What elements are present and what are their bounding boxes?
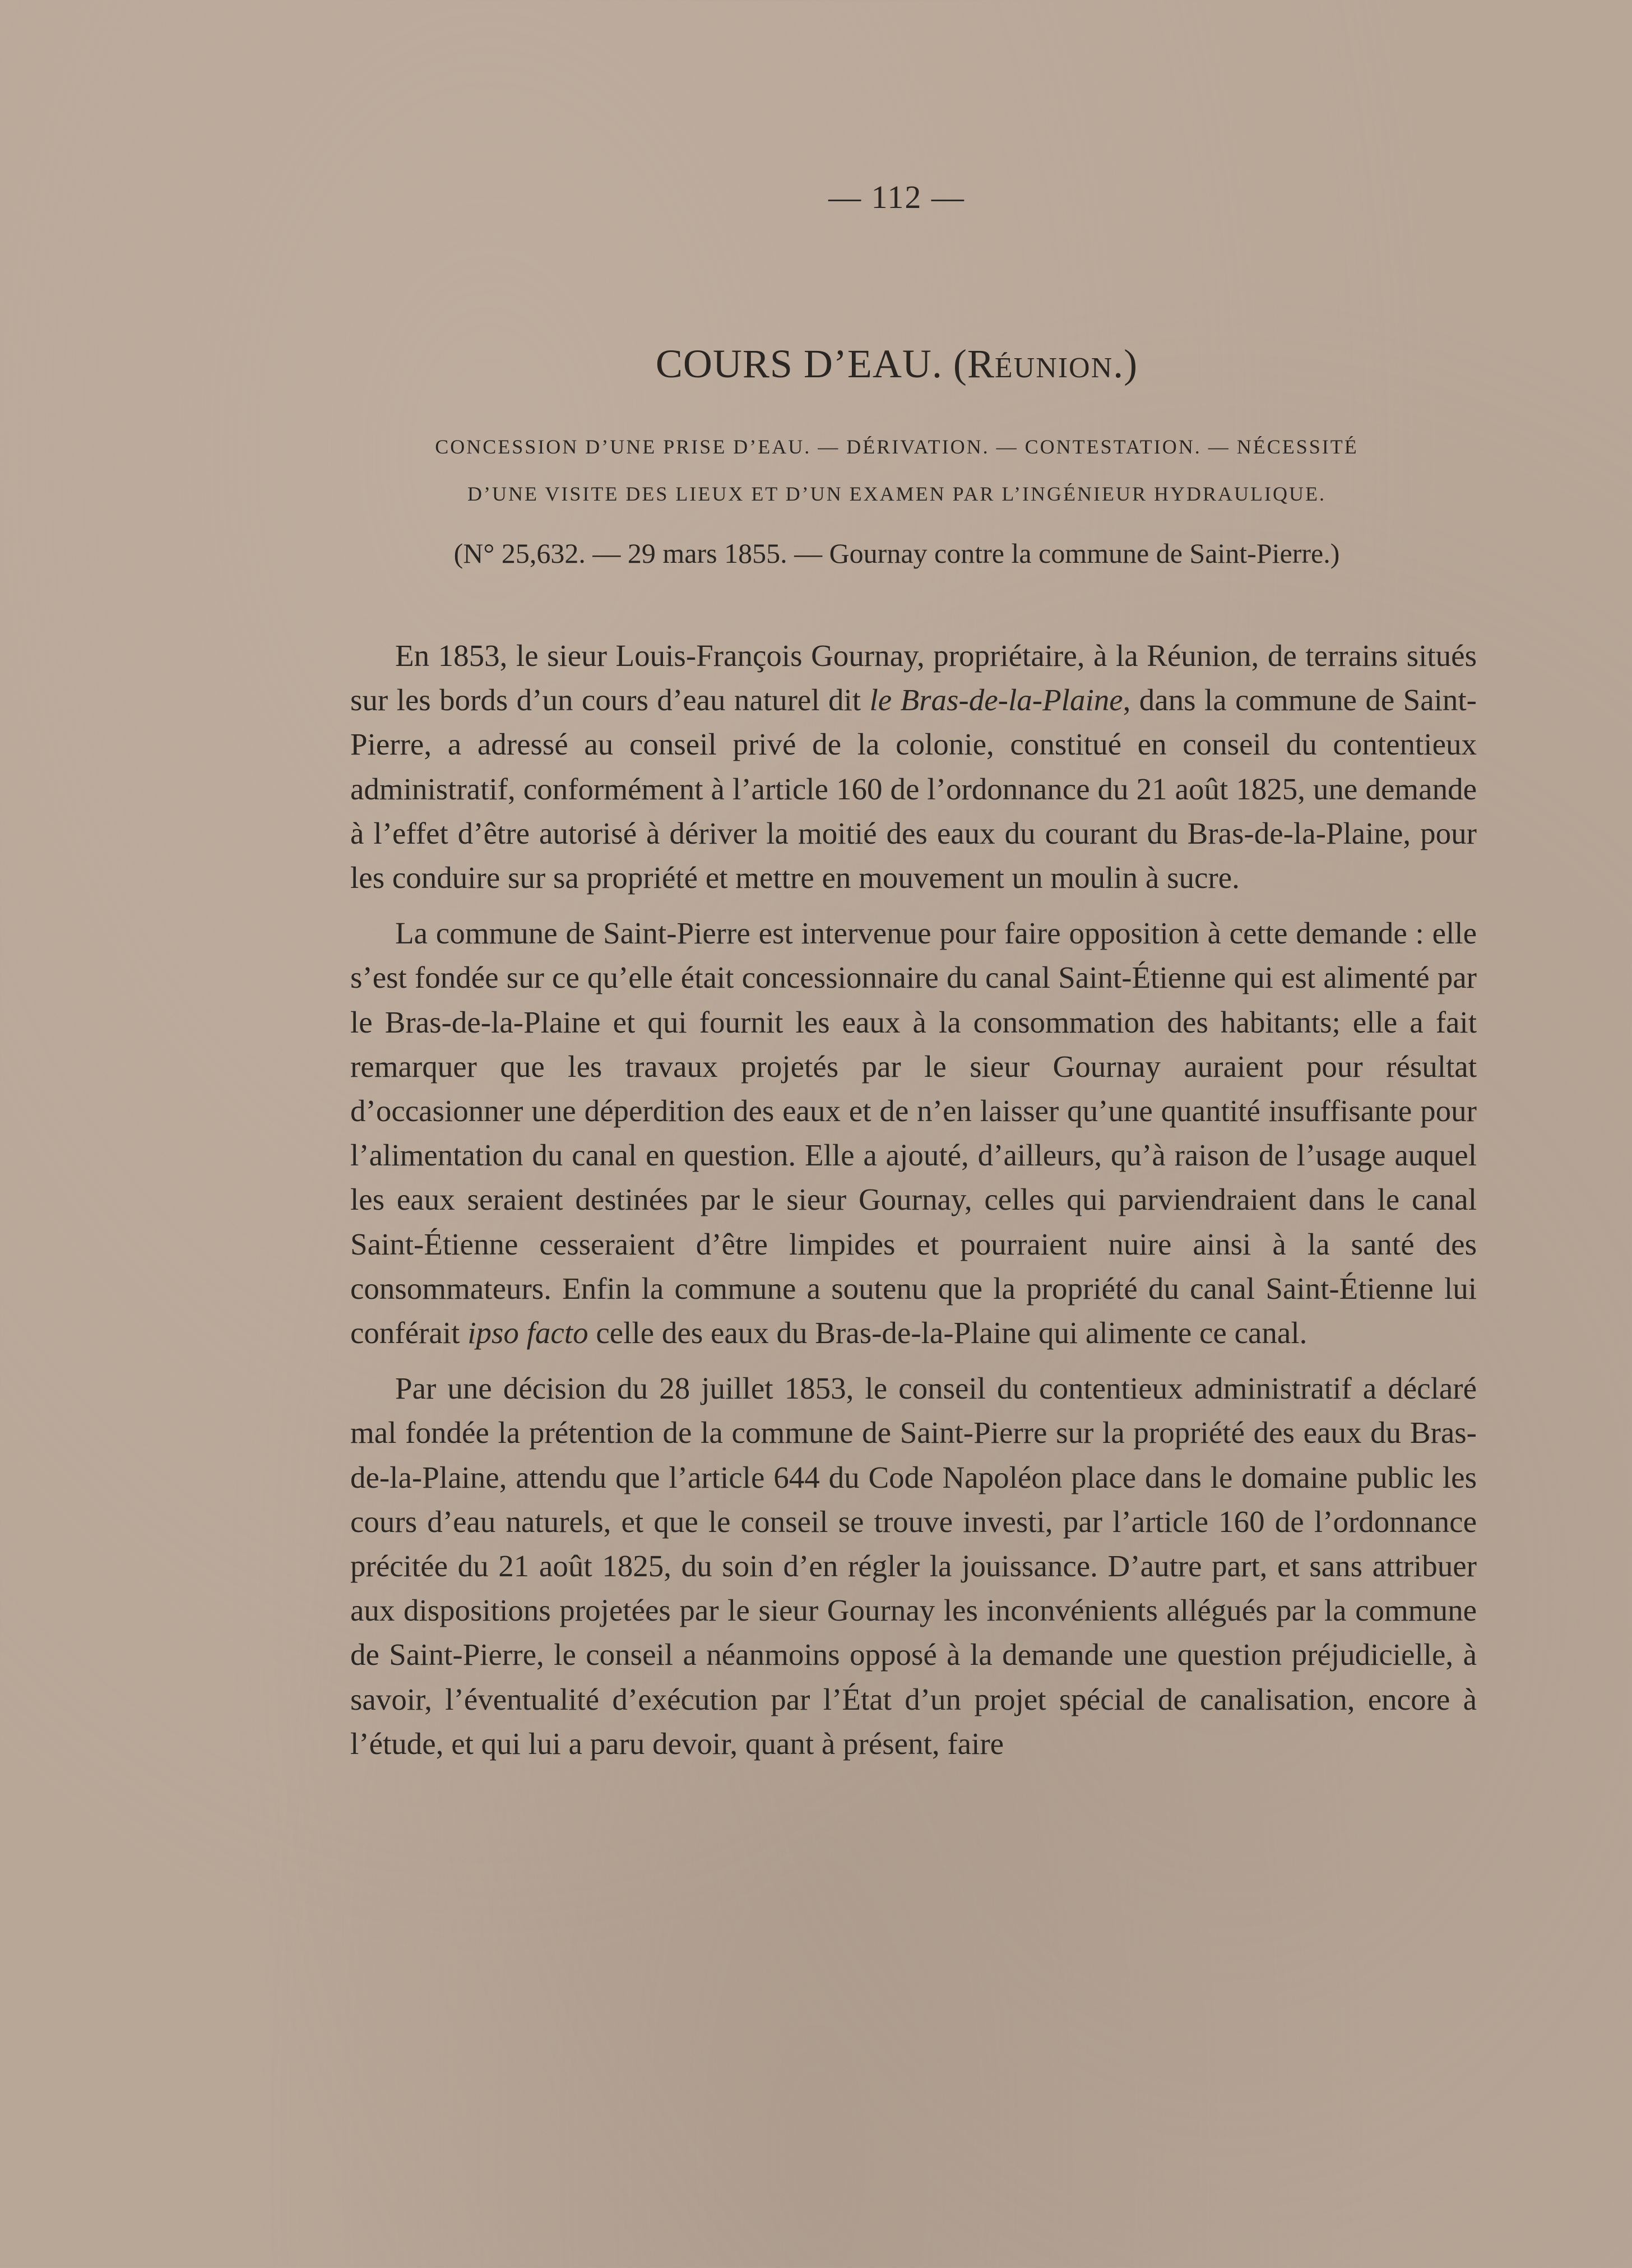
p1-italic: le Bras-de-la-Plaine [869, 683, 1123, 718]
region-initial: R [967, 341, 995, 386]
p2-italic: ipso facto [467, 1316, 588, 1350]
paragraph-1 [350, 633, 1477, 900]
p2-text-b: celle des eaux du Bras-de-la-Plaine qui alimente ce canal. [588, 1316, 1308, 1350]
region-close: .) [1113, 341, 1138, 386]
case-reference: (N° 25,632. — 29 mars 1855. — Gournay contre la commune de Saint-Pierre.) [453, 538, 1340, 569]
body-text [350, 633, 1477, 1766]
region-open: ( [953, 341, 967, 386]
page-title [0, 341, 1632, 387]
title-region [953, 341, 1138, 386]
region-rest: ÉUNION [994, 352, 1114, 384]
title-main: COURS D’EAU. [655, 341, 943, 386]
p1-text-a: En 1853, le sieur Louis-François Gournay, propriétaire, à la Réunion, de terrains situés sur les bords d’un cours d’eau naturel dit [350, 638, 1477, 718]
page-number: — 112 — [828, 179, 965, 215]
p2-text-a: La commune de Saint-Pierre est intervenue pour faire opposition à cette demande : elle s’est fondée sur ce qu’elle était concessionnaire du canal Saint-Étienne qui est alimenté par le Bras-de-la-Plaine et qui fournit les eaux à la consommation des habitants; elle a fait remarquer que les travaux projetés par le sieur Gournay auraient pour résultat d’occasionner une déperdition des eaux et de n’en laisser qu’une quantité insuffisante pour l’alimentation du canal en question. Elle a ajouté, d’ailleurs, qu’à raison de l’usage auquel les eaux seraient destinées par le sieur Gournay, celles qui parviendraient dans le canal Saint-Étienne cesseraient d’être limpides et pourraient nuire ainsi à la santé des consommateurs. Enfin la commune a soutenu que la propriété du canal Saint-Étienne lui conférait [350, 916, 1477, 1350]
p1-text-b: , dans la commune de Saint-Pierre, a adressé au conseil privé de la colonie, constitué en conseil du contentieux administratif, conformément à l’article 160 de l’ordonnance du 21 août 1825, une demande à l’effet d’être autorisé à dériver la moitié des eaux du courant du Bras-de-la-Plaine, pour les conduire sur sa propriété et mettre en mouvement un moulin à sucre. [350, 683, 1477, 895]
subheading-line-1: CONCESSION D’UNE PRISE D’EAU. — DÉRIVATION. — CONTESTATION. — NÉCESSITÉ [435, 436, 1359, 458]
paragraph-3: Par une décision du 28 juillet 1853, le conseil du contentieux administratif a déclaré mal fondée la prétention de la commune de Saint-Pierre sur la propriété des eaux du Bras-de-la-Plaine, attendu que l’article 644 du Code Napoléon place dans le domaine public les cours d’eau naturels, et que le conseil se trouve investi, par l’article 160 de l’ordonnance précitée du 21 août 1825, du soin d’en régler la jouissance. D’autre part, et sans attribuer aux dispositions projetées par le sieur Gournay les inconvénients allégués par la commune de Saint-Pierre, le conseil a néanmoins opposé à la demande une question préjudicielle, à savoir, l’éventualité d’exécution par l’État d’un projet spécial de canalisation, encore à l’étude, et qui lui a paru devoir, quant à présent, faire [350, 1371, 1477, 1761]
paragraph-2 [350, 911, 1477, 1355]
subheading-line-2: D’UNE VISITE DES LIEUX ET D’UN EXAMEN PAR L’INGÉNIEUR HYDRAULIQUE. [467, 483, 1326, 505]
